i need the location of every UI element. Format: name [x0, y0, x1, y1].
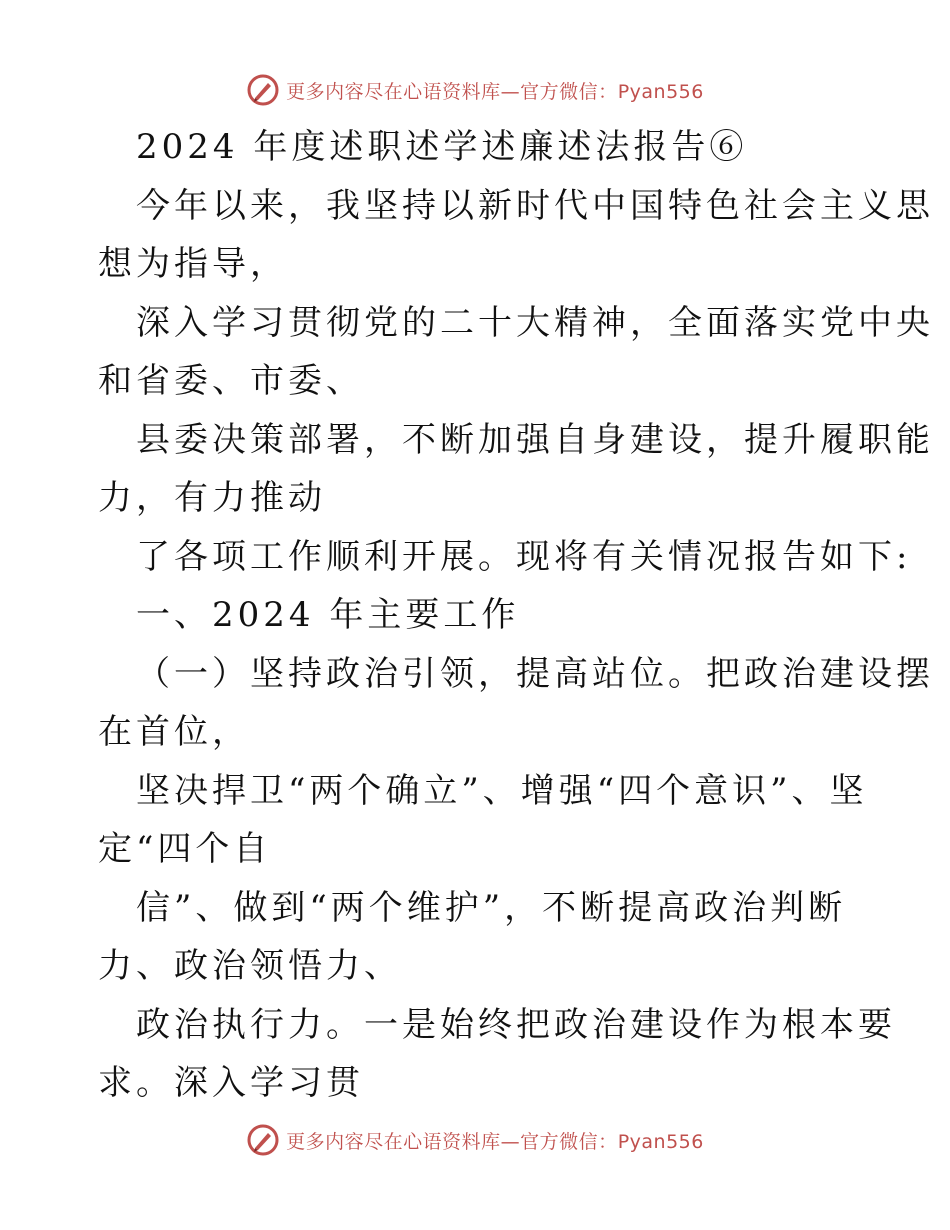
document-line: 力，有力推动 [98, 478, 326, 518]
document-line: 县委决策部署，不断加强自身建设，提升履职能 [136, 419, 934, 460]
header-banner-slogan: 更多内容尽在心语资料库 [286, 80, 501, 103]
document-line: 在首位， [98, 712, 250, 752]
document-line: 政治执行力。一是始终把政治建设作为根本要 [136, 1004, 896, 1045]
document-line: 定“四个自 [98, 829, 272, 869]
header-banner-separator: — [500, 80, 521, 103]
document-line: 和省委、市委、 [98, 361, 364, 401]
document-line: 信”、做到“两个维护”，不断提高政治判断 [136, 887, 847, 928]
header-banner-content [246, 73, 704, 107]
footer-banner-wechat-id: Pyan556 [617, 1130, 704, 1153]
pen-in-circle-logo-icon [246, 73, 280, 107]
document-line: （一）坚持政治引领，提高站位。把政治建设摆 [136, 653, 934, 694]
document-line: 深入学习贯彻党的二十大精神，全面落实党中央 [136, 302, 934, 343]
document-body [98, 118, 934, 1113]
header-banner-wechat-label: 官方微信： [520, 80, 618, 103]
footer-banner-text [286, 1127, 704, 1154]
document-line: 坚决捍卫“两个确立”、增强“四个意识”、坚 [136, 770, 868, 811]
header-banner [0, 70, 950, 110]
footer-banner-wechat-label: 官方微信： [520, 1130, 618, 1153]
footer-banner-content [246, 1123, 704, 1157]
pen-in-circle-logo-icon [246, 1123, 280, 1157]
document-line: 了各项工作顺利开展。现将有关情况报告如下: [136, 536, 912, 577]
header-banner-text [286, 77, 704, 104]
footer-banner-slogan: 更多内容尽在心语资料库 [286, 1130, 501, 1153]
section-heading: 一、2024 年主要工作 [136, 595, 520, 635]
footer-banner [0, 1120, 950, 1160]
document-line: 想为指导， [98, 244, 288, 284]
document-line: 今年以来，我坚持以新时代中国特色社会主义思 [136, 185, 934, 226]
document-line: 求。深入学习贯 [98, 1063, 364, 1103]
header-banner-wechat-id: Pyan556 [617, 80, 704, 103]
footer-banner-separator: — [500, 1130, 521, 1153]
document-line: 力、政治领悟力、 [98, 946, 402, 986]
document-title: 2024 年度述职述学述廉述法报告⑥ [136, 127, 748, 167]
